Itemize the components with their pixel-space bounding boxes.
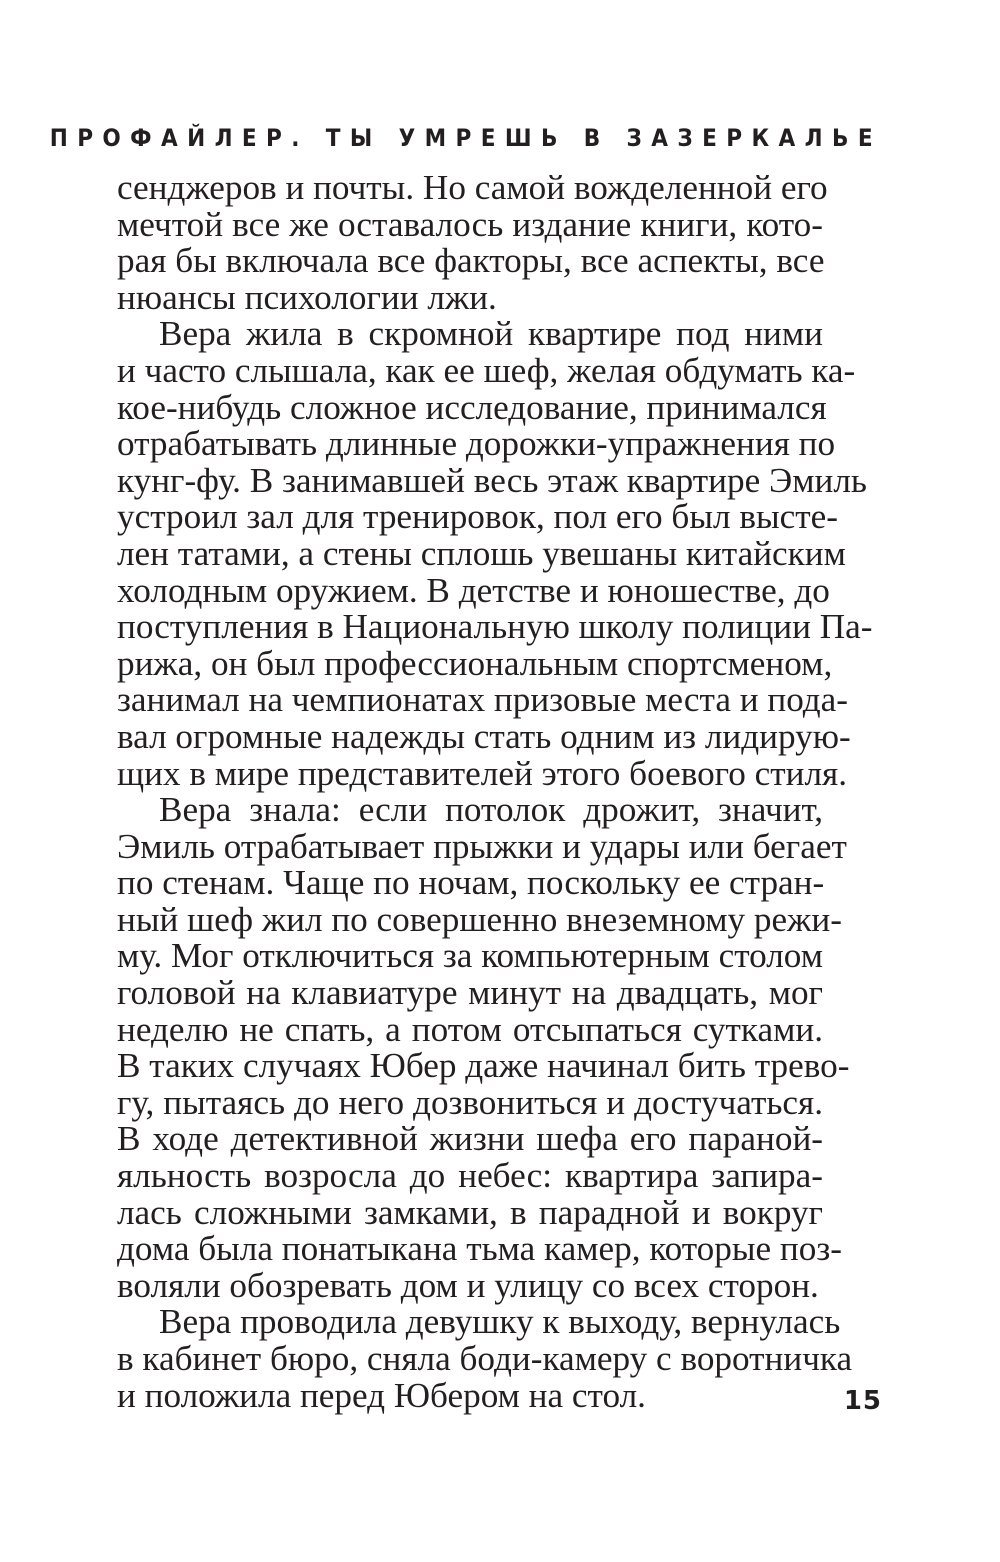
text-line: В таких случаях Юбер даже начинал бить трево- xyxy=(117,1046,850,1086)
running-head: ПРОФАЙЛЕР. ТЫ УМРЕШЬ В ЗАЗЕРКАЛЬЕ xyxy=(49,124,882,152)
paragraph-first-line: Вера знала: если потолок дрожит, значит, xyxy=(159,790,823,830)
text-line: неделю не спать, а потом отсыпаться сутками. xyxy=(117,1009,823,1049)
text-line: и положила перед Юбером на стол. xyxy=(117,1375,646,1415)
text-line: занимал на чемпионатах призовые места и пода- xyxy=(117,680,849,720)
text-line: лен татами, а стены сплошь увешаны китайским xyxy=(117,533,846,573)
text-line: ный шеф жил по совершенно внеземному режи- xyxy=(117,899,842,939)
text-line: поступления в Национальную школу полиции Па- xyxy=(117,607,873,647)
text-line: отрабатывать длинные дорожки-упражнения по xyxy=(117,424,836,464)
text-line: кое-нибудь сложное исследование, принимался xyxy=(117,387,827,427)
text-line: воляли обозревать дом и улицу со всех сторон. xyxy=(117,1265,819,1305)
text-line: кунг-фу. В занимавшей весь этаж квартире Эмиль xyxy=(117,460,867,500)
text-line: дома была понатыкана тьма камер, которые поз- xyxy=(117,1229,842,1269)
text-line: лась сложными замками, в парадной и вокруг xyxy=(117,1192,823,1232)
paragraph-first-line: Вера проводила девушку к выходу, вернулась xyxy=(159,1302,841,1342)
text-line: В ходе детективной жизни шефа его параной- xyxy=(117,1119,823,1159)
text-line: вал огромные надежды стать одним из лидирую- xyxy=(117,716,851,756)
text-line: и часто слышала, как ее шеф, желая обдумать ка- xyxy=(117,350,856,390)
text-line: холодным оружием. В детстве и юношестве, до xyxy=(117,570,830,610)
text-line: яльность возросла до небес: квартира запира- xyxy=(117,1156,823,1196)
text-line: рижа, он был профессиональным спортсменом, xyxy=(117,643,833,683)
text-line: мечтой все же оставалось издание книги, кото- xyxy=(117,204,823,244)
text-line: сенджеров и почты. Но самой вожделенной его xyxy=(117,168,828,207)
text-line: по стенам. Чаще по ночам, поскольку ее стран- xyxy=(117,863,825,903)
paragraph-first-line: Вера жила в скромной квартире под ними xyxy=(159,314,823,354)
text-line: щих в мире представителей этого боевого стиля. xyxy=(117,753,847,793)
text-line: нюансы психологии лжи. xyxy=(117,277,497,317)
text-line: устроил зал для тренировок, пол его был высте- xyxy=(117,497,838,537)
text-line: гу, пытаясь до него дозвониться и достучаться. xyxy=(117,1082,823,1122)
text-line: в кабинет бюро, сняла боди-камеру с воротничка xyxy=(117,1339,853,1378)
text-line: головой на клавиатуре минут на двадцать, мог xyxy=(117,973,823,1013)
text-line: рая бы включала все факторы, все аспекты, все xyxy=(117,241,825,281)
page-number: 15 xyxy=(843,1386,882,1416)
text-line: Эмиль отрабатывает прыжки и удары или бегает xyxy=(117,826,847,866)
text-line: му. Мог отключиться за компьютерным столом xyxy=(117,936,823,976)
